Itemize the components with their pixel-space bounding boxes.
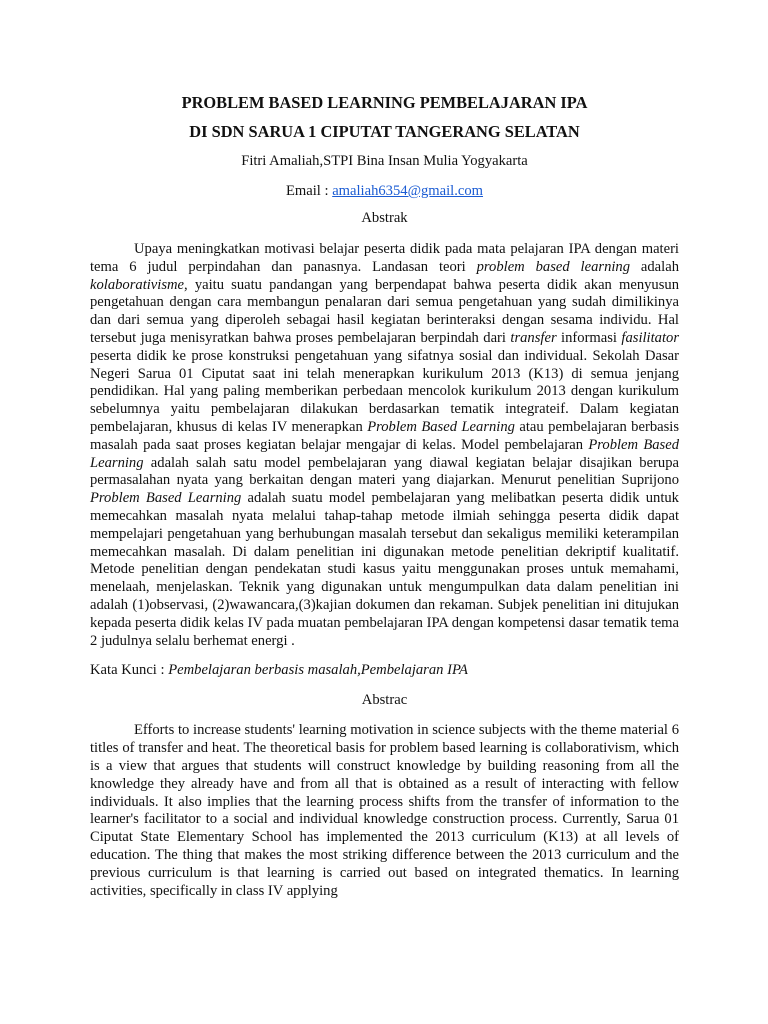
keywords-line xyxy=(90,661,679,679)
email-line xyxy=(90,182,679,200)
email-link[interactable]: amaliah6354@gmail.com xyxy=(332,183,484,199)
abstrak-text: atau pembelajaran berbasis masalah pada saat proses kegiatan belajar mengajar di kelas. Model pembelajaran xyxy=(90,418,680,453)
keywords-label: Kata Kunci : xyxy=(90,662,169,679)
abstrak-italic-term: kolaborativisme xyxy=(90,276,185,293)
abstrak-italic-term: problem based learning xyxy=(476,258,631,275)
abstrak-italic-term: Problem Based Learning xyxy=(90,490,242,507)
abstrak-text: informasi xyxy=(556,329,622,346)
abstrac-heading: Abstrac xyxy=(361,692,408,709)
abstrak-italic-term: Problem Based Learning xyxy=(367,418,515,435)
abstrac-paragraph: Efforts to increase students' learning motivation in science subjects with the theme material 6 titles of transfer and heat. The theoretical basis for problem based learning is collaborativism, which is a view that argues that students will construct knowledge by building reasoning from all the knowledge they already have and from all that is obtained as a result of interacting with fellow individuals. It also implies that the learning process shifts from the transfer of information to the learner's facilitator to a social and individual knowledge construction process. Currently, Sarua 01 Ciputat State Elementary School has implemented the 2013 curriculum (K13) at all levels of education. The thing that makes the most striking difference between the 2013 curriculum and the previous curriculum is that learning is carried out based on integrated thematics. In learning activities, specifically in class IV applying xyxy=(90,722,679,899)
abstrak-italic-term: fasilitator xyxy=(621,329,679,346)
abstrak-text: adalah suatu model pembelajaran yang melibatkan peserta didik untuk memecahkan masalah nyata melalui tahap-tahap metode ilmiah sehingga peserta didik dapat mempelajari pengetahuan yang berhubungan masalah tersebut dan sekaligus memiliki keterampilan memecahkan masalah. Di dalam penelitian ini digunakan metode penelitian dekriptif kualitatif. Metode penelitian dengan pendekatan studi kasus yaitu menggunakan proses untuk memahami, menelaah, menjelaskan. Teknik yang digunakan untuk mengumpulkan data dalam penelitian ini adalah (1)observasi, (2)wawancara,(3)kajian dokumen dan rekaman. Subjek penelitian ini ditujukan kepada peserta didik kelas IV pada muatan pembelajaran IPA dengan kompetensi dasar tematik tema 2 judulnya selalu berhemat energi . xyxy=(90,490,679,649)
abstrak-italic-term: Problem Based Learning xyxy=(90,436,679,471)
abstrak-text: peserta didik ke prose konstruksi pengetahuan yang sifatnya sosial dan individual. Sekolah Dasar Negeri Sarua 01 Ciputat saat ini telah menerapkan kurikulum 2013 (K13) di semua jenjang pendidikan. Hal yang paling memberikan perbedaan mencolok kurikulum 2013 dengan kurikulum sebelumnya yaitu pembelajaran dilakukan berdasarkan tematik integrateif. Dalam kegiatan pembelajaran, khusus di kelas IV menerapkan xyxy=(90,347,679,435)
abstrak-text: , yaitu suatu pandangan yang berpendapat bahwa peserta didik akan menyusun pengetahuan dengan cara membangun penalaran dari semua pengetahuan yang sudah dimilikinya dan dari semua yang diperoleh sebagai hasil kegiatan berinteraksi dengan sesama individu. Hal tersebut juga menisyratkan bahwa proses pembelajaran berpindah dari xyxy=(90,276,679,346)
abstrak-text: Upaya meningkatkan motivasi belajar peserta didik pada mata pelajaran IPA dengan materi tema 6 judul perpindahan dan panasnya. Landasan teori xyxy=(90,241,679,275)
author-affiliation: Fitri Amaliah,STPI Bina Insan Mulia Yogyakarta xyxy=(241,153,528,169)
abstrak-heading: Abstrak xyxy=(361,210,408,226)
abstrak-paragraph xyxy=(90,241,679,650)
abstrak-italic-term: transfer xyxy=(510,329,557,346)
paper-title-line-2: DI SDN SARUA 1 CIPUTAT TANGERANG SELATAN xyxy=(189,122,580,141)
abstrak-text: adalah xyxy=(630,258,679,275)
paper-title-line-1: PROBLEM BASED LEARNING PEMBELAJARAN IPA xyxy=(181,93,588,112)
keywords-text: Pembelajaran berbasis masalah,Pembelajaran IPA xyxy=(168,662,468,679)
abstrak-text: adalah salah satu model pembelajaran yang diawal kegiatan belajar disajikan berupa permasalahan nyata yang berkaitan dengan materi yang diajarkan. Menurut penelitian Suprijono xyxy=(90,454,679,489)
email-label: Email : xyxy=(285,183,333,199)
